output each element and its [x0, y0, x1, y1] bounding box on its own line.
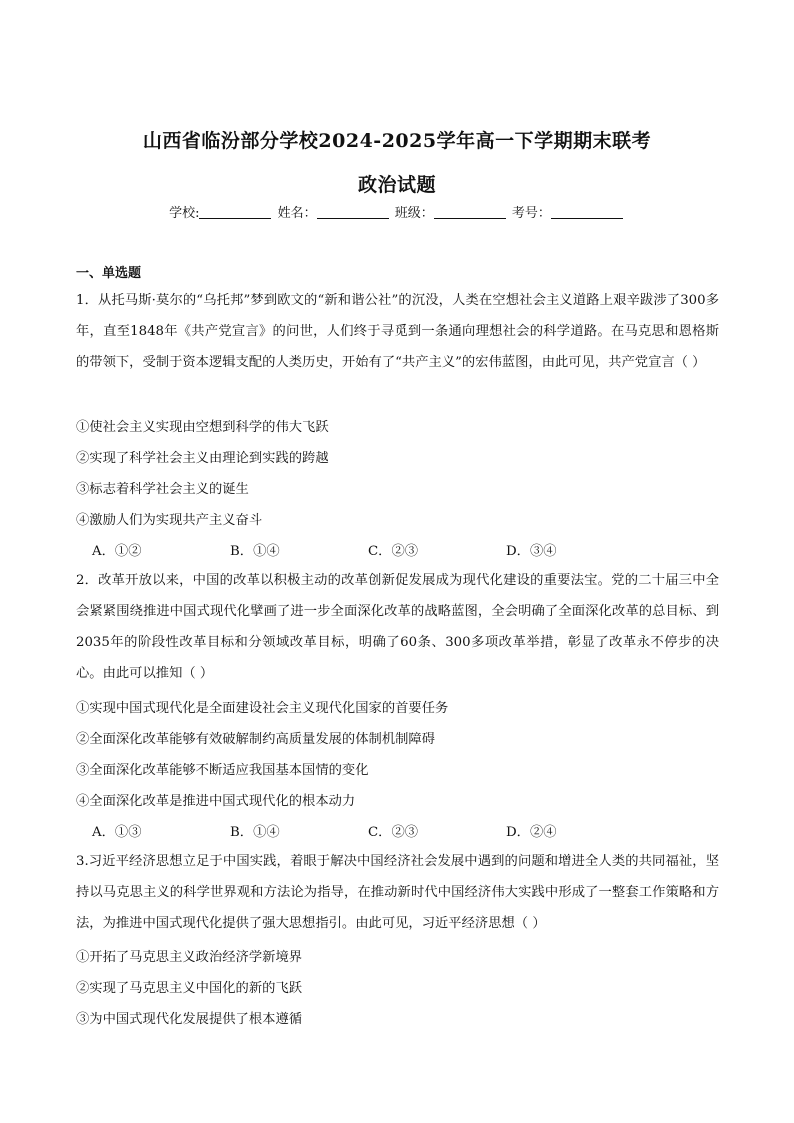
exam-title: 山西省临汾部分学校2024-2025学年高一下学期期末联考 — [142, 130, 652, 152]
question-1-option-4: ④激励人们为实现共产主义奋斗 — [76, 513, 263, 528]
choice-d[interactable]: D．②④ — [506, 825, 557, 840]
name-label: 姓名： — [277, 206, 317, 221]
choice-c[interactable]: C．②③ — [368, 825, 419, 840]
question-3-stem: 3.习近平经济思想立足于中国实践，着眼于解决中国经济社会发展中遇到的问题和增进全人类的共同福祉，坚持以马克思主义的科学世界观和方法论为指导，在推动新时代中国经济伟大实践中形成了一整套工作策略和方法，为推进中国式现代化提供了强大思想指引。由此可见，习近平经济思想（ ） — [76, 854, 719, 931]
question-2-option-1: ①实现中国式现代化是全面建设社会主义现代化国家的首要任务 — [76, 701, 449, 716]
question-1-option-3: ③标志着科学社会主义的诞生 — [76, 482, 249, 497]
question-2-stem: 2．改革开放以来，中国的改革以积极主动的改革创新促发展成为现代化建设的重要法宝。党的二十届三中全会紧紧围绕推进中国式现代化擘画了进一步全面深化改革的战略蓝图，全会明确了全面深化改革的总目标、到2035年的阶段性改革目标和分领域改革目标，明确了60条、300多项改革举措，彰显了改革永不停步的决心。由此可以推知（ ） — [76, 573, 719, 681]
choice-b[interactable]: B．①④ — [230, 544, 280, 559]
question-2-option-2: ②全面深化改革能够有效破解制约高质量发展的体制机制障碍 — [76, 732, 436, 747]
choice-a[interactable]: A．①② — [92, 544, 142, 559]
class-label: 班级： — [394, 206, 434, 221]
question-1-stem: 1．从托马斯·莫尔的“乌托邦”梦到欧文的“新和谐公社”的沉没，人类在空想社会主义道路上艰辛跋涉了300多年，直至1848年《共产党宣言》的问世，人们终于寻觅到一条通向理想社会的科学道路。在马克思和恩格斯的带领下，受制于资本逻辑支配的人类历史，开始有了“共产主义”的宏伟蓝图，由此可见，共产党宣言（ ） — [76, 293, 719, 370]
question-2-option-3: ③全面深化改革能够不断适应我国基本国情的变化 — [76, 763, 369, 778]
question-1-option-2: ②实现了科学社会主义由理论到实践的跨越 — [76, 451, 329, 466]
question-1-choices — [92, 540, 644, 559]
exam-number-blank[interactable] — [551, 205, 623, 219]
name-blank[interactable] — [317, 205, 389, 219]
school-label: 学校: — [169, 206, 200, 221]
choice-c[interactable]: C．②③ — [368, 544, 419, 559]
choice-b[interactable]: B．①④ — [230, 825, 280, 840]
question-3-option-1: ①开拓了马克思主义政治经济学新境界 — [76, 950, 303, 965]
exam-number-label: 考号： — [511, 206, 551, 221]
question-2-option-4: ④全面深化改革是推进中国式现代化的根本动力 — [76, 794, 356, 809]
choice-a[interactable]: A．①③ — [92, 825, 142, 840]
question-2-choices — [92, 821, 644, 840]
exam-subtitle: 政治试题 — [357, 174, 436, 196]
class-blank[interactable] — [434, 205, 506, 219]
question-1-option-1: ①使社会主义实现由空想到科学的伟大飞跃 — [76, 420, 329, 435]
school-blank[interactable] — [199, 205, 271, 219]
question-3-option-2: ②实现了马克思主义中国化的新的飞跃 — [76, 981, 303, 996]
student-info-line — [0, 202, 794, 221]
question-3-option-3: ③为中国式现代化发展提供了根本遵循 — [76, 1012, 303, 1027]
section-heading: 一、单选题 — [76, 266, 142, 281]
choice-d[interactable]: D．③④ — [506, 544, 557, 559]
